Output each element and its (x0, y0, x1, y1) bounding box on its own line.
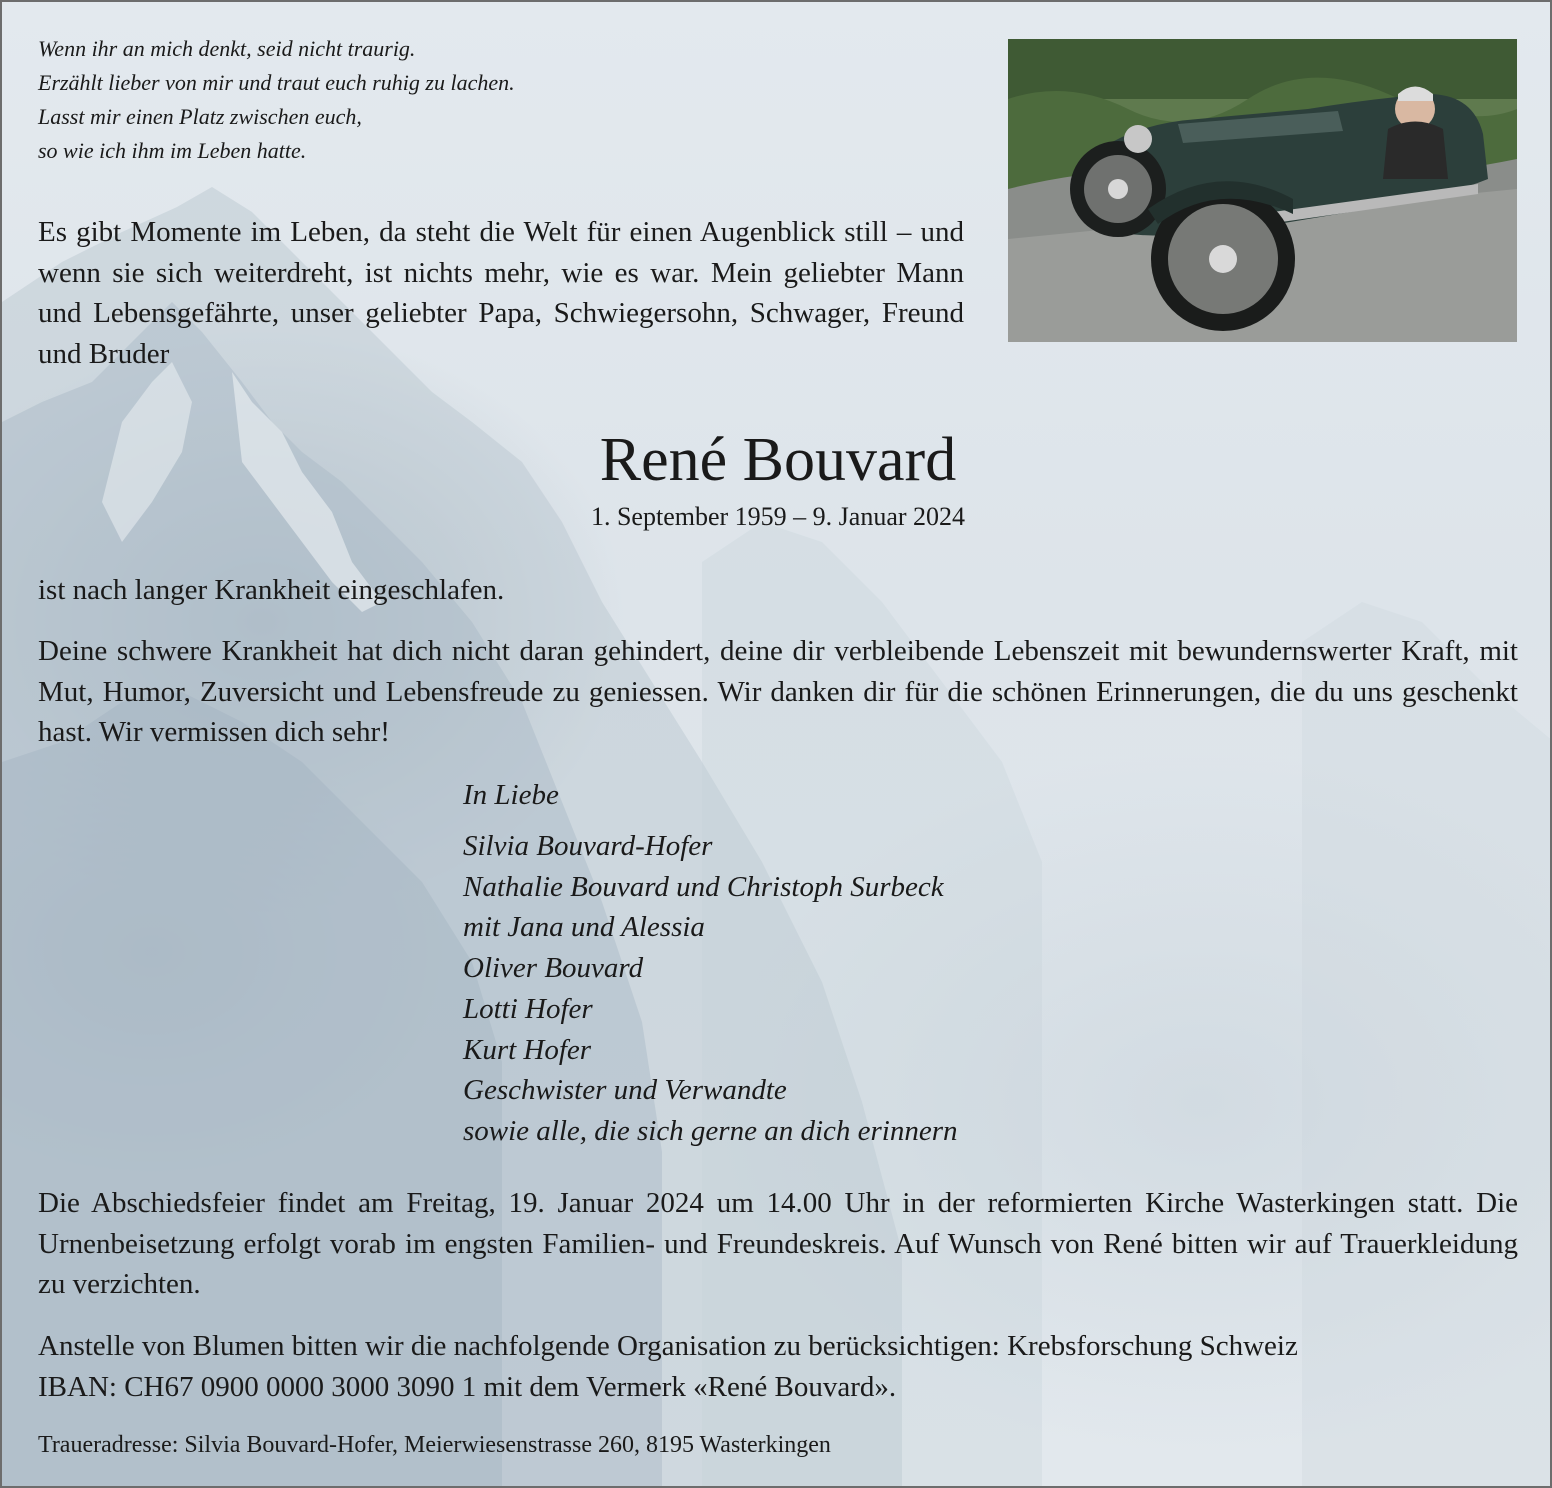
donation-iban-line: IBAN: CH67 0900 0000 3000 3090 1 mit dem Vermerk «René Bouvard». (38, 1370, 897, 1403)
in-love-heading: In Liebe (463, 779, 559, 811)
poem-line: Lasst mir einen Platz zwischen euch, (38, 104, 362, 129)
mourner: Lotti Hofer (463, 992, 593, 1025)
mourner: Geschwister und Verwandte (463, 1074, 787, 1107)
deceased-name: René Bouvard (599, 426, 957, 494)
donation-paragraph (38, 1326, 1518, 1407)
mourner: sowie alle, die sich gerne an dich erinnern (463, 1114, 958, 1147)
mourner: mit Jana und Alessia (463, 911, 705, 944)
life-dates: 1. September 1959 – 9. Januar 2024 (590, 502, 966, 531)
mourning-address: Traueradresse: Silvia Bouvard-Hofer, Meierwiesenstrasse 260, 8195 Wasterkingen (38, 1432, 831, 1458)
mourner: Nathalie Bouvard und Christoph Surbeck (463, 870, 944, 903)
tribute-paragraph: Deine schwere Krankheit hat dich nicht daran gehindert, deine dir verbleibende Lebenszeit mit bewundernswerter Kraft, mit Mut, Humor, Zuversicht und Lebensfreude zu geniessen. Wir danken dir für die schönen Erinnerungen, die du uns geschenkt hast. Wir vermissen dich sehr! (38, 635, 1518, 748)
poem-line: Erzählt lieber von mir und traut euch ruhig zu lachen. (38, 70, 515, 95)
mourner: Kurt Hofer (463, 1033, 592, 1066)
portrait-photo (1008, 39, 1517, 342)
mourner: Silvia Bouvard-Hofer (463, 830, 713, 862)
intro-paragraph: Es gibt Momente im Leben, da steht die Welt für einen Augenblick still – und wenn sie sich weiterdreht, ist nichts mehr, wie es war. Mein geliebter Mann und Lebensgefährte, unser geliebter Papa, Schwiegersohn, Schwager, Freund und Bruder (38, 216, 964, 370)
donation-line: Anstelle von Blumen bitten wir die nachfolgende Organisation zu berücksichtigen: Krebsforschung Schweiz (38, 1330, 1298, 1362)
ceremony-paragraph: Die Abschiedsfeier findet am Freitag, 19. Januar 2024 um 14.00 Uhr in der reformierten Kirche Wasterkingen statt. Die Urnenbeisetzung erfolgt vorab im engsten Familien- und Freundeskreis. Auf Wunsch von René bitten wir auf Trauerkleidung zu verzichten. (38, 1187, 1518, 1300)
poem (38, 32, 938, 168)
mourners-list (463, 826, 958, 1152)
poem-line: Wenn ihr an mich denkt, seid nicht traurig. (38, 36, 416, 61)
mourner: Oliver Bouvard (463, 952, 644, 985)
passing-statement: ist nach langer Krankheit eingeschlafen. (38, 574, 505, 606)
poem-line: so wie ich ihm im Leben hatte. (38, 138, 307, 163)
